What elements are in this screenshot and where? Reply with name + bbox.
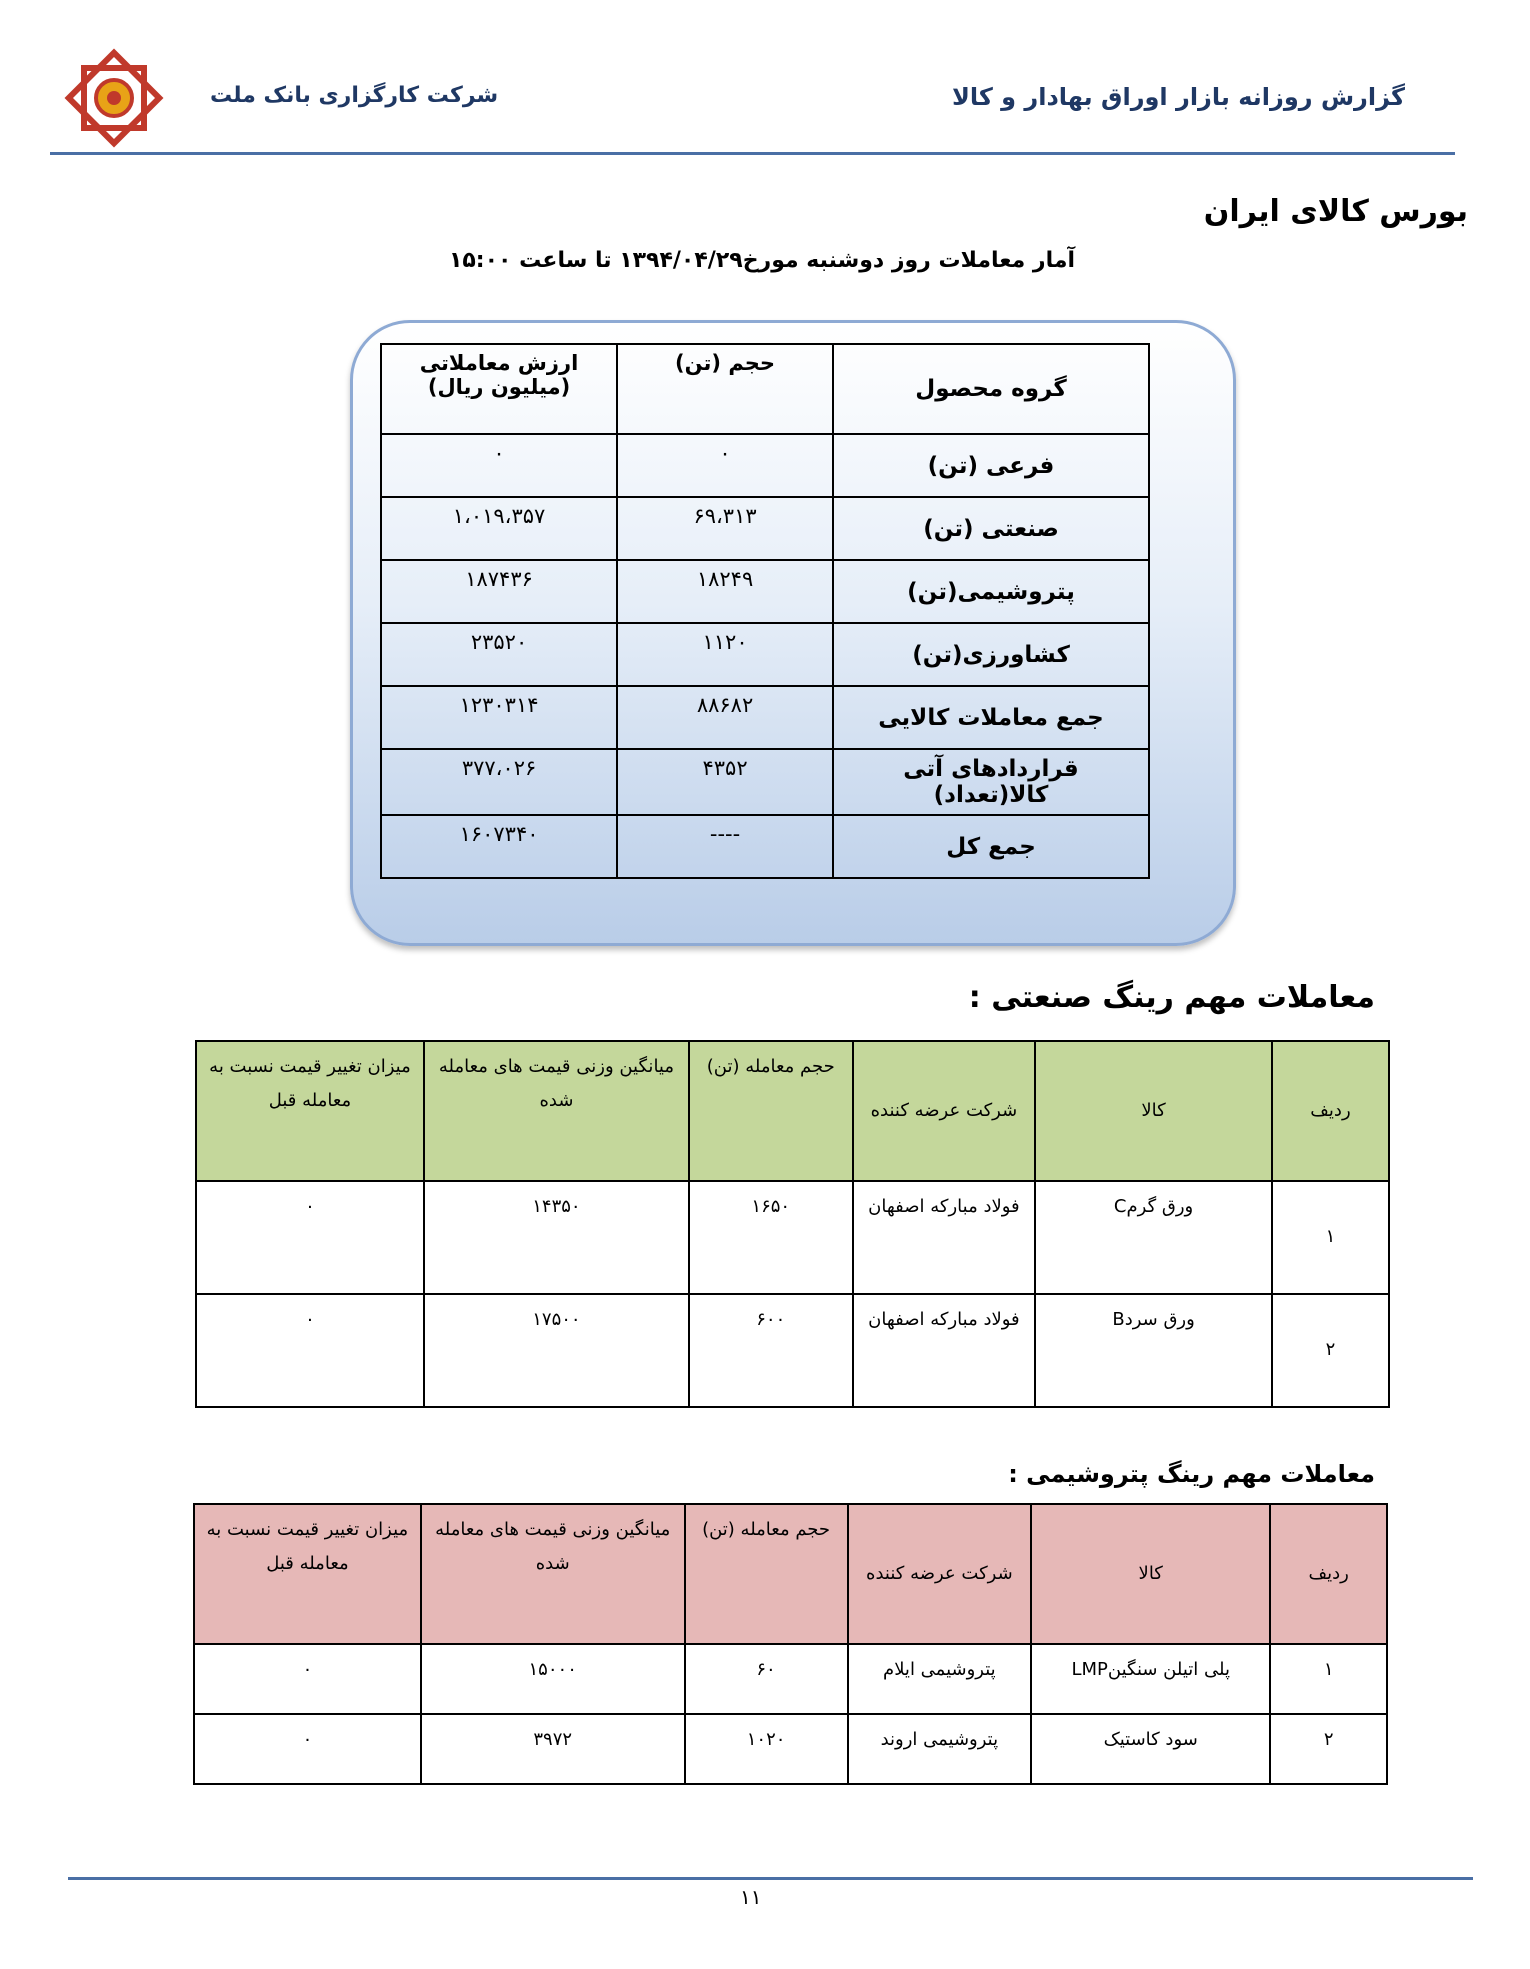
value-cell: ۱،۰۱۹،۳۵۷ <box>381 497 617 560</box>
company-name: شرکت کارگزاری بانک ملت <box>210 83 499 108</box>
company-logo <box>62 48 166 148</box>
report-subtitle: آمار معاملات روز دوشنبه مورخ۱۳۹۴/۰۴/۲۹ تا ساعت ۱۵:۰۰ <box>448 248 1075 273</box>
summary-table <box>380 343 1150 879</box>
table-row <box>381 749 1149 815</box>
group-cell: جمع معاملات کالایی <box>833 686 1149 749</box>
col-header-change: میزان تغییر قیمت نسبت به معامله قبل <box>194 1504 421 1644</box>
col-header-supplier: شرکت عرضه کننده <box>853 1041 1036 1181</box>
value-cell: ۲۳۵۲۰ <box>381 623 617 686</box>
good-cell: سود کاستیک <box>1031 1714 1270 1784</box>
supplier-cell: پتروشیمی اروند <box>848 1714 1032 1784</box>
change-cell: ۰ <box>194 1644 421 1714</box>
industrial-header-row <box>196 1041 1389 1181</box>
section-title: بورس کالای ایران <box>1203 194 1468 229</box>
volume-cell: ۶۹،۳۱۳ <box>617 497 833 560</box>
value-cell: ۱۶۰۷۳۴۰ <box>381 815 617 878</box>
col-header-avg-price: میانگین وزنی قیمت های معامله شده <box>424 1041 689 1181</box>
good-cell: ورق سردB <box>1035 1294 1272 1407</box>
group-cell: فرعی (تن) <box>833 434 1149 497</box>
col-header-volume: حجم (تن) <box>617 344 833 434</box>
avg-price-cell: ۳۹۷۲ <box>421 1714 685 1784</box>
change-cell: ۰ <box>194 1714 421 1784</box>
good-cell: پلی اتیلن سنگینLMP <box>1031 1644 1270 1714</box>
value-cell: ۰ <box>381 434 617 497</box>
col-header-volume: حجم معامله (تن) <box>689 1041 853 1181</box>
col-header-volume: حجم معامله (تن) <box>685 1504 848 1644</box>
table-row <box>381 560 1149 623</box>
table-row <box>381 815 1149 878</box>
page-number: ۱۱ <box>740 1885 762 1909</box>
footer-divider <box>68 1877 1473 1880</box>
volume-cell: ۱۰۲۰ <box>685 1714 848 1784</box>
table-row <box>194 1714 1387 1784</box>
change-cell: ۰ <box>196 1181 424 1294</box>
avg-price-cell: ۱۴۳۵۰ <box>424 1181 689 1294</box>
value-cell: ۱۲۳۰۳۱۴ <box>381 686 617 749</box>
volume-cell: ۶۰۰ <box>689 1294 853 1407</box>
industrial-title: معاملات مهم رینگ صنعتی : <box>968 980 1375 1015</box>
avg-price-cell: ۱۵۰۰۰ <box>421 1644 685 1714</box>
volume-cell: ۱۸۲۴۹ <box>617 560 833 623</box>
header-divider <box>50 152 1455 155</box>
report-title: گزارش روزانه بازار اوراق بهادار و کالا <box>951 83 1405 111</box>
supplier-cell: پتروشیمی ایلام <box>848 1644 1032 1714</box>
group-cell: پتروشیمی(تن) <box>833 560 1149 623</box>
table-row <box>381 623 1149 686</box>
volume-cell: ۶۰ <box>685 1644 848 1714</box>
volume-cell: ۱۱۲۰ <box>617 623 833 686</box>
value-cell: ۳۷۷،۰۲۶ <box>381 749 617 815</box>
volume-cell: ۸۸۶۸۲ <box>617 686 833 749</box>
avg-price-cell: ۱۷۵۰۰ <box>424 1294 689 1407</box>
table-row <box>381 497 1149 560</box>
table-row <box>194 1644 1387 1714</box>
volume-cell: ---- <box>617 815 833 878</box>
petro-title: معاملات مهم رینگ پتروشیمی : <box>1008 1460 1375 1488</box>
col-header-row: ردیف <box>1270 1504 1387 1644</box>
group-cell: قراردادهای آتی کالا(تعداد) <box>833 749 1149 815</box>
col-header-supplier: شرکت عرضه کننده <box>848 1504 1032 1644</box>
supplier-cell: فولاد مبارکه اصفهان <box>853 1294 1036 1407</box>
petro-table <box>193 1503 1388 1785</box>
col-header-row: ردیف <box>1272 1041 1389 1181</box>
row-number: ۲ <box>1270 1714 1387 1784</box>
col-header-good: کالا <box>1031 1504 1270 1644</box>
group-cell: صنعتی (تن) <box>833 497 1149 560</box>
table-row <box>381 434 1149 497</box>
value-cell: ۱۸۷۴۳۶ <box>381 560 617 623</box>
volume-cell: ۴۳۵۲ <box>617 749 833 815</box>
change-cell: ۰ <box>196 1294 424 1407</box>
petro-header-row <box>194 1504 1387 1644</box>
industrial-table <box>195 1040 1390 1408</box>
col-header-change: میزان تغییر قیمت نسبت به معامله قبل <box>196 1041 424 1181</box>
group-cell: کشاورزی(تن) <box>833 623 1149 686</box>
summary-header-row <box>381 344 1149 434</box>
row-number: ۲ <box>1272 1294 1389 1407</box>
col-header-group: گروه محصول <box>833 344 1149 434</box>
table-row <box>196 1294 1389 1407</box>
col-header-avg-price: میانگین وزنی قیمت های معامله شده <box>421 1504 685 1644</box>
table-row <box>381 686 1149 749</box>
good-cell: ورق گرمC <box>1035 1181 1272 1294</box>
row-number: ۱ <box>1270 1644 1387 1714</box>
row-number: ۱ <box>1272 1181 1389 1294</box>
supplier-cell: فولاد مبارکه اصفهان <box>853 1181 1036 1294</box>
group-cell: جمع کل <box>833 815 1149 878</box>
table-row <box>196 1181 1389 1294</box>
volume-cell: ۰ <box>617 434 833 497</box>
volume-cell: ۱۶۵۰ <box>689 1181 853 1294</box>
col-header-good: کالا <box>1035 1041 1272 1181</box>
col-header-value: ارزش معاملاتی (میلیون ریال) <box>381 344 617 434</box>
